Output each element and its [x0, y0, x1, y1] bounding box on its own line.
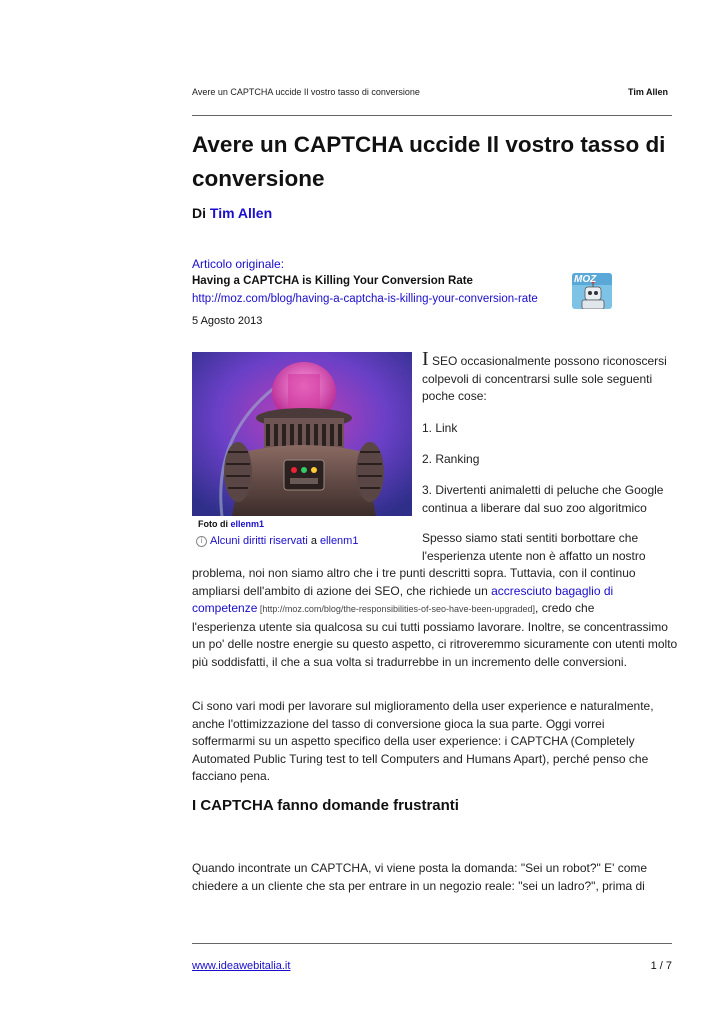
list-item: 2. Ranking	[422, 452, 480, 466]
text-line	[192, 583, 678, 601]
moz-logo-text: MOZ	[574, 274, 597, 285]
license-connector: a	[310, 535, 317, 547]
text-line	[192, 600, 678, 619]
paragraph: Ci sono vari modi per lavorare sul miglioramento della user experience e naturalmente, anche l'ottimizzazione del tasso di conversione gioca la sua parte. Oggi vorrei soffermarmi su un aspetto specifico della user experience: i CAPTCHA (Completely Automated Public Turing test to tell Computers and Humans Apart), perché penso che facciano pena.	[192, 699, 654, 783]
original-article-url[interactable]: http://moz.com/blog/having-a-captcha-is-killing-your-conversion-rate	[192, 293, 538, 305]
drop-cap: I	[422, 348, 429, 370]
skills-link-cont[interactable]: competenze	[192, 601, 258, 615]
intro-text: SEO occasionalmente possono riconoscersi colpevoli di concentrarsi sulle sole seguenti poche cose:	[422, 354, 667, 403]
footer-divider	[192, 943, 672, 944]
article-title: Avere un CAPTCHA uccide Il vostro tasso di conversione	[192, 132, 666, 191]
author-link[interactable]: Tim Allen	[209, 205, 273, 221]
byline-prefix: Di	[192, 205, 206, 221]
text-line: problema, noi non siamo altro che i tre punti descritti sopra. Tuttavia, con il continuo	[192, 566, 636, 580]
text-segment: ampliarsi dell'ambito di azione dei SEO, che richiede un	[192, 583, 492, 598]
intro-paragraph	[422, 348, 672, 406]
original-article-title: Having a CAPTCHA is Killing Your Conversion Rate	[192, 275, 473, 287]
running-header-title: Avere un CAPTCHA uccide Il vostro tasso di conversione	[192, 87, 420, 97]
photo-caption	[198, 519, 264, 529]
license-author-link[interactable]: ellenm1	[319, 535, 359, 547]
paragraph-start: Spesso siamo stati sentiti borbottare che l'esperienza utente non è affatto un nostro	[422, 531, 646, 563]
section-heading: I CAPTCHA fanno domande frustranti	[192, 797, 459, 814]
inline-url: [http://moz.com/blog/the-responsibilities-of-seo-have-been-upgraded]	[257, 604, 536, 614]
list-item: 1. Link	[422, 421, 458, 435]
running-header-author: Tim Allen	[627, 87, 668, 97]
text-segment: , credo che	[535, 601, 595, 615]
original-article-date: 5 Agosto 2013	[192, 315, 263, 327]
original-article-label: Articolo originale:	[192, 257, 285, 271]
paragraph: Quando incontrate un CAPTCHA, vi viene posta la domanda: "Sei un robot?" E' come chiedere a un cliente che sta per entrare in un negozio reale: "sei un ladro?", prima di	[192, 861, 648, 893]
robot-photo	[192, 352, 412, 516]
photo-license	[196, 535, 358, 547]
header-divider	[192, 115, 672, 116]
moz-logo	[572, 273, 612, 309]
creative-commons-icon: i	[196, 536, 207, 547]
list-item: 3. Divertenti animaletti di peluche che Google continua a liberare dal suo zoo algoritmico	[422, 483, 664, 515]
photo-caption-prefix: Foto di	[198, 519, 228, 529]
paragraph	[192, 565, 678, 671]
photo-author-link[interactable]: ellenm1	[230, 519, 265, 529]
page-number: 1 / 7	[650, 960, 672, 972]
footer-site-link[interactable]: www.ideawebitalia.it	[192, 960, 291, 972]
license-link[interactable]: Alcuni diritti riservati	[210, 535, 308, 547]
skills-link[interactable]: accresciuto bagaglio di	[491, 583, 614, 598]
text-block: l'esperienza utente sia qualcosa su cui tutti possiamo lavorare. Inoltre, se concentrassimo un po' delle nostre energie su questo aspetto, ci ritroveremmo sicuramente con utenti molto più soddisfatti, il che a sua volta si tradurrebbe in un incremento delle conversioni.	[192, 619, 678, 669]
byline	[192, 205, 272, 221]
